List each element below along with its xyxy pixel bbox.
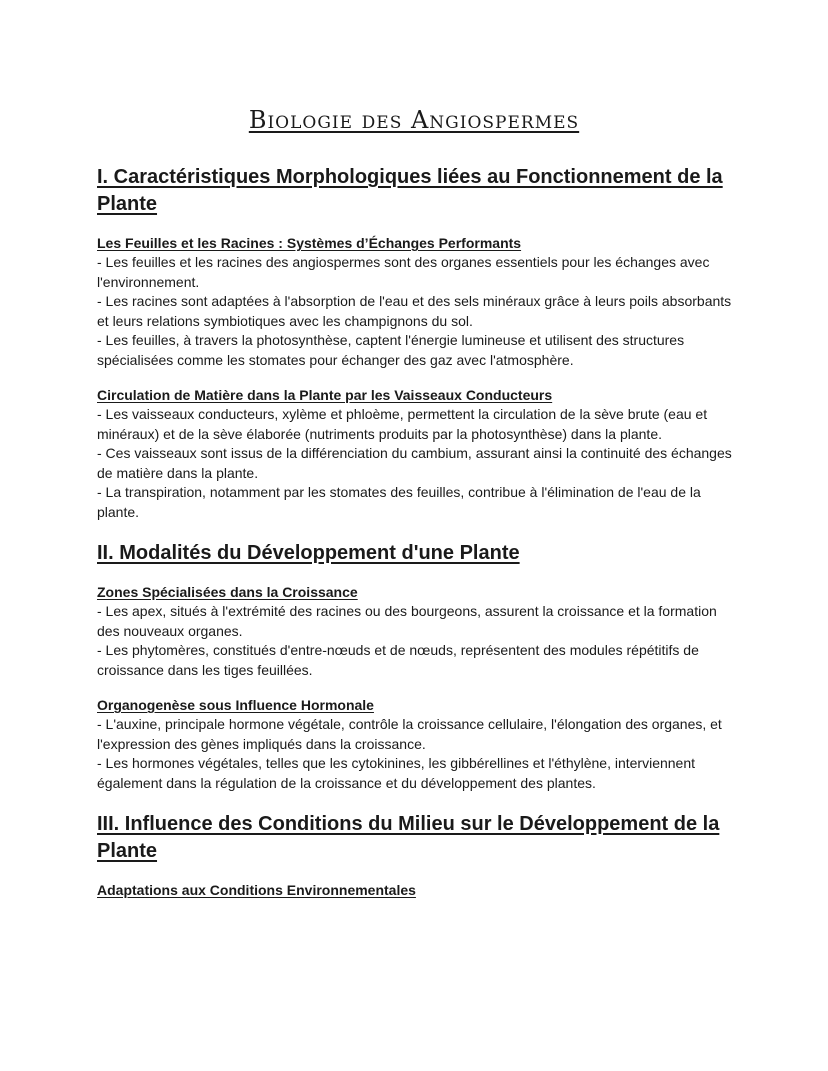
subsection-adaptations [97, 881, 737, 900]
document-body [97, 160, 737, 900]
paragraph: - Ces vaisseaux sont issus de la différenciation du cambium, assurant ainsi la continuité des échanges de matière dans la plante. [97, 445, 732, 481]
paragraph: - Les apex, situés à l'extrémité des racines ou des bourgeons, assurent la croissance et la formation des nouveaux organes. [97, 603, 717, 639]
subsection-heading: Organogenèse sous Influence Hormonale [97, 697, 374, 713]
section-2 [97, 540, 737, 793]
subsection-heading: Les Feuilles et les Racines : Systèmes d’Échanges Performants [97, 235, 522, 251]
section-heading: II. Modalités du Développement d'une Plante [97, 542, 520, 564]
document-title: Biologie des Angiospermes [248, 106, 580, 134]
paragraph: - La transpiration, notamment par les stomates des feuilles, contribue à l'élimination de l'eau de la plante. [97, 484, 701, 520]
paragraph: - Les racines sont adaptées à l'absorption de l'eau et des sels minéraux grâce à leurs poils absorbants et leurs relations symbiotiques avec les champignons du sol. [97, 293, 732, 329]
subsection-growth-zones [97, 583, 737, 680]
section-3 [97, 811, 737, 900]
subsection-organogenesis [97, 696, 737, 793]
subsection-leaves-roots [97, 234, 737, 370]
subsection-heading: Zones Spécialisées dans la Croissance [97, 584, 358, 600]
section-heading: III. Influence des Conditions du Milieu sur le Développement de la Plante [97, 813, 720, 862]
section-1 [97, 164, 737, 522]
paragraph: - Les feuilles et les racines des angiospermes sont des organes essentiels pour les échanges avec l'environnement. [97, 254, 710, 290]
section-heading: I. Caractéristiques Morphologiques liées au Fonctionnement de la Plante [97, 166, 723, 215]
subsection-circulation [97, 386, 737, 522]
subsection-heading: Circulation de Matière dans la Plante par les Vaisseaux Conducteurs [97, 387, 553, 403]
paragraph: - Les feuilles, à travers la photosynthèse, captent l'énergie lumineuse et utilisent des structures spécialisées comme les stomates pour échanger des gaz avec l'atmosphère. [97, 332, 685, 368]
paragraph: - Les hormones végétales, telles que les cytokinines, les gibbérellines et l'éthylène, interviennent également dans la régulation de la croissance et du développement des plantes. [97, 755, 696, 791]
paragraph: - Les vaisseaux conducteurs, xylème et phloème, permettent la circulation de la sève brute (eau et minéraux) et de la sève élaborée (nutriments produits par la photosynthèse) dans la plante. [97, 406, 708, 442]
paragraph: - Les phytomères, constitués d'entre-nœuds et de nœuds, représentent des modules répétitifs de croissance dans les tiges feuillées. [97, 642, 699, 678]
subsection-heading: Adaptations aux Conditions Environnementales [97, 882, 416, 898]
paragraph: - L'auxine, principale hormone végétale, contrôle la croissance cellulaire, l'élongation des organes, et l'expression des gènes impliqués dans la croissance. [97, 716, 722, 752]
